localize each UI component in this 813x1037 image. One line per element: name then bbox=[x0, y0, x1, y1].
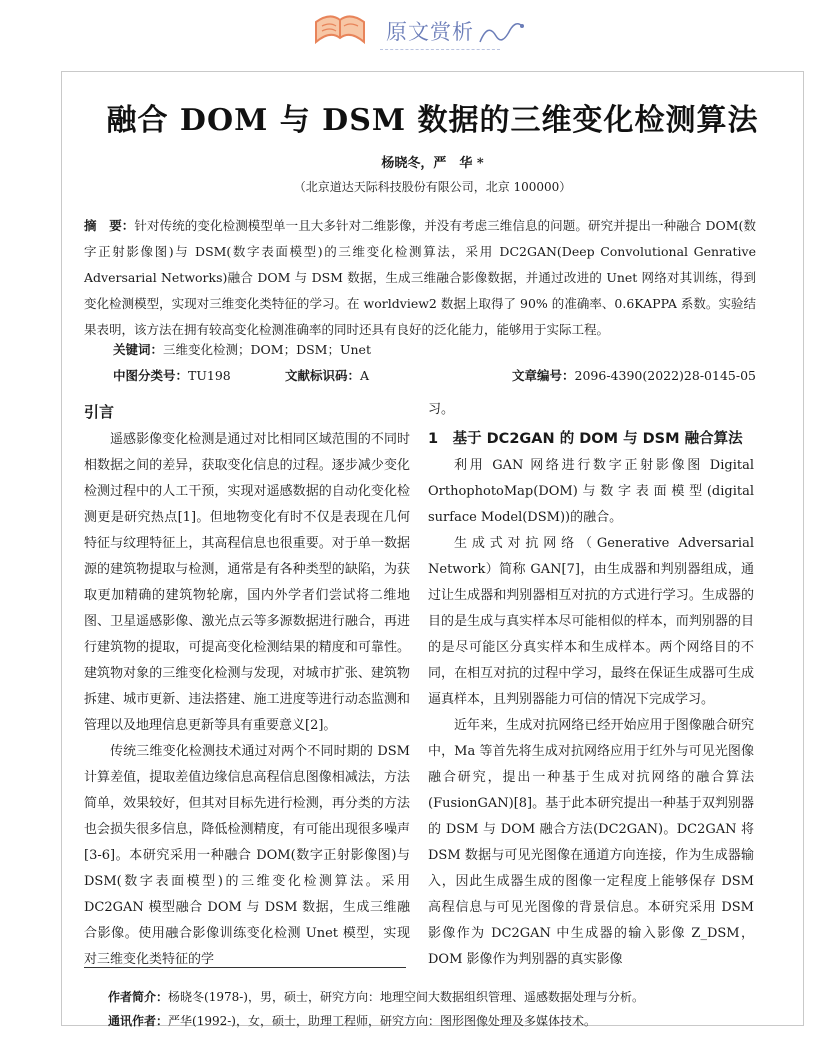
footnote-rule bbox=[84, 967, 406, 968]
footnotes bbox=[108, 985, 644, 1033]
clc-label: 中图分类号： bbox=[113, 368, 189, 383]
header-badge bbox=[300, 8, 530, 52]
right-column-continuation bbox=[428, 397, 754, 423]
corresponding-author-label: 通讯作者： bbox=[108, 1014, 169, 1028]
section-1-heading: 1 基于 DC2GAN 的 DOM 与 DSM 融合算法 bbox=[428, 431, 743, 447]
keywords-label: 关键词： bbox=[113, 342, 164, 357]
author-bio-text: 杨晓冬(1978-)，男，硕士，研究方向：地理空间大数据组织管理、遥感数据处理与分析。 bbox=[168, 990, 644, 1004]
keywords-text: 三维变化检测；DOM；DSM；Unet bbox=[163, 342, 371, 357]
left-column bbox=[84, 427, 410, 973]
section-1-paragraph-1: 利用 GAN 网络进行数字正射影像图 Digital OrthophotoMap(DOM)与数字表面模型(digital surface Model(DSM))的融合。 bbox=[428, 458, 754, 525]
intro-paragraph-1: 遥感影像变化检测是通过对比相同区域范围的不同时相数据之间的差异，获取变化信息的过程。逐步减少变化检测过程中的人工干预，实现对遥感数据的自动化变化检测更是研究热点[1]。但地物变化有时不仅是表现在几何特征与纹理特征上，其高程信息也很重要。对于单一数据源的建筑物提取与检测，通常是有各种类型的缺陷，为获取更加精确的建筑物轮廓，国内外学者们尝试将二维地图、卫星遥感影像、激光点云等多源数据进行融合，再进行建筑物的提取，可提高变化检测结果的精度和可靠性。建筑物对象的三维变化检测与发现，对城市扩张、建筑物拆建、城市更新、违法搭建、施工进度等进行动态监测和管理以及地理信息更新等具有重要意义[2]。 bbox=[84, 432, 410, 733]
section-1-paragraph-3: 近年来，生成对抗网络已经开始应用于图像融合研究中，Ma 等首先将生成对抗网络应用于红外与可见光图像融合研究，提出一种基于生成对抗网络的融合算法(FusionGAN)[8]。基于此本研究提出一种基于双判别器的 DSM 与 DOM 融合方法(DC2GAN)。DC2GAN 将 DSM 数据与可见光图像在通道方向连接，作为生成器输入，因此生成器生成的图像一定程度上能够保存 DSM 高程信息与可见光图像的背景信息。本研究采用 DSM 影像作为 DC2GAN 中生成器的输入影像 Z_DSM，DOM 影像作为判别器的真实影像 bbox=[428, 718, 754, 967]
abstract-text: 针对传统的变化检测模型单一且大多针对二维影像，并没有考虑三维信息的问题。研究并提出一种融合 DOM(数字正射影像图)与 DSM(数字表面模型)的三维变化检测算法，采用 DC2GAN(Deep Convolutional Genrative Adversarial Networks)融合 DOM 与 DSM 数据，生成三维融合影像数据，并通过改进的 Unet 网络对其训练，得到变化检测模型，实现对三维变化类特征的学习。在 worldview2 数据上取得了 90% 的准确率、0.6KAPPA 系数。实验结果表明，该方法在拥有较高变化检测准确率的同时还具有良好的泛化能力，能够用于实际工程。 bbox=[84, 218, 756, 337]
abstract-label: 摘 要： bbox=[84, 218, 135, 233]
corresponding-author-text: 严华(1992-)，女，硕士，助理工程师，研究方向：图形图像处理及多媒体技术。 bbox=[168, 1014, 596, 1028]
swirl-decoration-icon bbox=[476, 18, 526, 50]
paper-title: 融合 DOM 与 DSM 数据的三维变化检测算法 bbox=[106, 103, 759, 138]
paper-affiliation: （北京道达天际科技股份有限公司，北京 100000） bbox=[293, 180, 572, 194]
right-column bbox=[428, 453, 754, 973]
doc-code-value: A bbox=[360, 368, 370, 383]
author-bio-label: 作者简介： bbox=[108, 990, 169, 1004]
doc-code-label: 文献标识码： bbox=[285, 368, 361, 383]
open-book-icon bbox=[312, 12, 368, 48]
keywords bbox=[113, 340, 371, 358]
intro-heading: 引言 bbox=[84, 403, 115, 421]
abstract bbox=[84, 213, 756, 343]
paper-authors: 杨晓冬，严 华 * bbox=[381, 156, 484, 171]
continuation-text: 习。 bbox=[428, 402, 455, 417]
section-1-paragraph-2: 生成式对抗网络（Generative Adversarial Network）简称 GAN[7]，由生成器和判别器组成，通过让生成器和判别器相互对抗的方式进行学习。生成器的目的是生成与真实样本尽可能相似的样本，而判别器的目的是尽可能区分真实样本和生成样本。两个网络目的不同，在相互对抗的过程中学习，最终在保证生成器可生成逼真样本，且判别器能力可信的情况下完成学习。 bbox=[428, 536, 754, 707]
clc-value: TU198 bbox=[188, 368, 231, 383]
classification-row bbox=[113, 366, 756, 386]
article-no-value: 2096-4390(2022)28-0145-05 bbox=[574, 368, 756, 383]
section-badge-label: 原文赏析 bbox=[386, 20, 474, 44]
article-no-label: 文章编号： bbox=[512, 368, 575, 383]
intro-paragraph-2: 传统三维变化检测技术通过对两个不同时期的 DSM 计算差值，提取差值边缘信息高程信息图像相减法，方法简单，效果较好，但其对目标先进行检测，再分类的方法也会损失很多信息，降低检测精度，有可能出现很多噪声[3-6]。本研究采用一种融合 DOM(数字正射影像图)与 DSM(数字表面模型)的三维变化检测算法。采用 DC2GAN 模型融合 DOM 与 DSM 数据，生成三维融合影像。使用融合影像训练变化检测 Unet 模型，实现对三维变化类特征的学 bbox=[84, 744, 410, 967]
